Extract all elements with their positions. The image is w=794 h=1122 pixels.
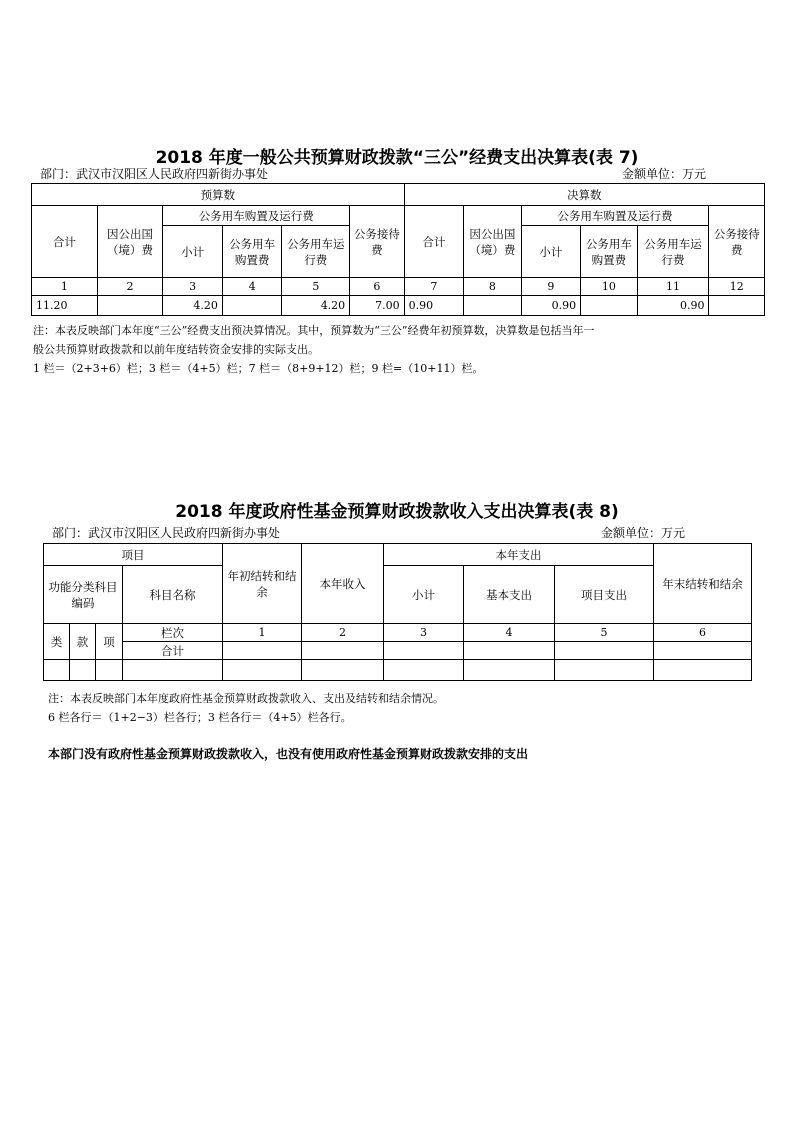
- table-cell: [44, 660, 70, 681]
- table7-unit: 金额单位：万元: [622, 167, 707, 181]
- table-cell: [654, 642, 752, 660]
- table7-col-number: 10: [581, 278, 637, 296]
- table-cell: [464, 642, 555, 660]
- table8-h-begin: 年初结转和结余: [223, 544, 302, 624]
- table7-note: [33, 321, 768, 378]
- table8-h-lei: 类: [44, 624, 70, 660]
- table8-col-number: 2: [302, 624, 384, 642]
- table7-h-reception: 公务接待费: [350, 206, 404, 278]
- table7-h-subtotal-final: 小计: [521, 226, 581, 278]
- table-cell: [654, 660, 752, 681]
- table7-value-operation: 4.20: [282, 296, 350, 316]
- table7-department: 部门：武汉市汉阳区人民政府四新街办事处: [40, 167, 269, 181]
- table-cell: [384, 660, 464, 681]
- table8-h-project: 项目支出: [555, 566, 654, 624]
- table8-h-end: 年末结转和结余: [654, 544, 752, 624]
- table7-grid: [31, 183, 765, 316]
- table7-final-group: 决算数: [404, 184, 764, 206]
- table7-budget-group: 预算数: [32, 184, 405, 206]
- table8-note-line2: 6 栏各行＝（1+2−3）栏各行；3 栏各行＝（4+5）栏各行。: [48, 711, 352, 724]
- table-cell: [384, 642, 464, 660]
- table7-h-subtotal: 小计: [163, 226, 223, 278]
- table7-h-total-final: 合计: [404, 206, 464, 278]
- table8-title: 2018 年度政府性基金预算财政拨款收入支出决算表(表 8): [175, 502, 619, 522]
- table7-col-number: 6: [350, 278, 404, 296]
- table7-final-reception: [709, 296, 765, 316]
- table7-h-abroad: 因公出国（境）费: [97, 206, 163, 278]
- table8-col-number: 4: [464, 624, 555, 642]
- table-cell: [123, 660, 223, 681]
- table-cell: [555, 642, 654, 660]
- table7-final-total: 0.90: [404, 296, 464, 316]
- table7-col-number: 11: [637, 278, 709, 296]
- table7-h-vehicle-group-final: 公务用车购置及运行费: [521, 206, 709, 226]
- table7-h-purchase-final: 公务用车购置费: [581, 226, 637, 278]
- table8-row-col-label: 栏次: [123, 624, 223, 642]
- table7-col-number: 5: [282, 278, 350, 296]
- table-cell: [70, 660, 96, 681]
- table7-value-subtotal: 4.20: [163, 296, 223, 316]
- table-cell: [555, 660, 654, 681]
- table7-title: 2018 年度一般公共预算财政拨款“三公”经费支出决算表(表 7): [155, 148, 639, 168]
- table7-h-operation: 公务用车运行费: [282, 226, 350, 278]
- table-cell: [96, 660, 123, 681]
- table8-col-number: 5: [555, 624, 654, 642]
- table8-h-name: 科目名称: [123, 566, 223, 624]
- table8-unit: 金额单位：万元: [601, 526, 686, 540]
- table-cell: [223, 642, 302, 660]
- table7-final-abroad: [464, 296, 521, 316]
- table8-department: 部门：武汉市汉阳区人民政府四新街办事处: [52, 526, 281, 540]
- table7-note-line2: 般公共预算财政拨款和以前年度结转资金安排的实际支出。: [33, 343, 319, 356]
- table-cell: [302, 660, 384, 681]
- table8-h-item: 项目: [44, 544, 223, 566]
- table-cell: [302, 642, 384, 660]
- table8-col-number: 6: [654, 624, 752, 642]
- table-cell: [464, 660, 555, 681]
- table7-final-subtotal: 0.90: [521, 296, 581, 316]
- table7-col-number: 1: [32, 278, 98, 296]
- table8-col-number: 3: [384, 624, 464, 642]
- table7-h-abroad-final: 因公出国（境）费: [464, 206, 521, 278]
- table7-value-total: 11.20: [32, 296, 98, 316]
- table7-col-number: 12: [709, 278, 765, 296]
- table7-h-operation-final: 公务用车运行费: [637, 226, 709, 278]
- table8-row-total-label: 合计: [123, 642, 223, 660]
- table7-h-total: 合计: [32, 206, 98, 278]
- table7-final-operation: 0.90: [637, 296, 709, 316]
- table8-grid: [43, 543, 752, 681]
- table7-col-number: 7: [404, 278, 464, 296]
- table7-col-number: 4: [222, 278, 282, 296]
- table8-note-line1: 注：本表反映部门本年度政府性基金预算财政拨款收入、支出及结转和结余情况。: [48, 692, 444, 705]
- table7-col-number: 2: [97, 278, 163, 296]
- table7-note-line1: 注：本表反映部门本年度“三公”经费支出预决算情况。其中，预算数为“三公”经费年初预算数，决算数是包括当年一: [33, 324, 595, 337]
- table8-h-expense: 本年支出: [384, 544, 654, 566]
- table8-h-xiang: 项: [96, 624, 123, 660]
- table7-value-reception: 7.00: [350, 296, 404, 316]
- table-cell: [223, 660, 302, 681]
- table7-final-purchase: [581, 296, 637, 316]
- table8-note: [48, 689, 768, 727]
- table8-h-income: 本年收入: [302, 544, 384, 624]
- table7-col-number: 9: [521, 278, 581, 296]
- table8-statement: 本部门没有政府性基金预算财政拨款收入，也没有使用政府性基金预算财政拨款安排的支出: [48, 747, 529, 761]
- table8-h-subtotal: 小计: [384, 566, 464, 624]
- table7-col-number: 3: [163, 278, 223, 296]
- table7-h-vehicle-group: 公务用车购置及运行费: [163, 206, 350, 226]
- table7-col-number: 8: [464, 278, 521, 296]
- table7-h-reception-final: 公务接待费: [709, 206, 765, 278]
- table7-note-line3: 1 栏＝（2+3+6）栏；3 栏＝（4+5）栏；7 栏＝（8+9+12）栏；9 栏=（10+11）栏。: [33, 362, 484, 375]
- table7-h-purchase: 公务用车购置费: [222, 226, 282, 278]
- table8-col-number: 1: [223, 624, 302, 642]
- table7-value-purchase: [222, 296, 282, 316]
- table8-h-code: 功能分类科目编码: [44, 566, 123, 624]
- table8-h-basic: 基本支出: [464, 566, 555, 624]
- table7-value-abroad: [97, 296, 163, 316]
- table8-h-kuan: 款: [70, 624, 96, 660]
